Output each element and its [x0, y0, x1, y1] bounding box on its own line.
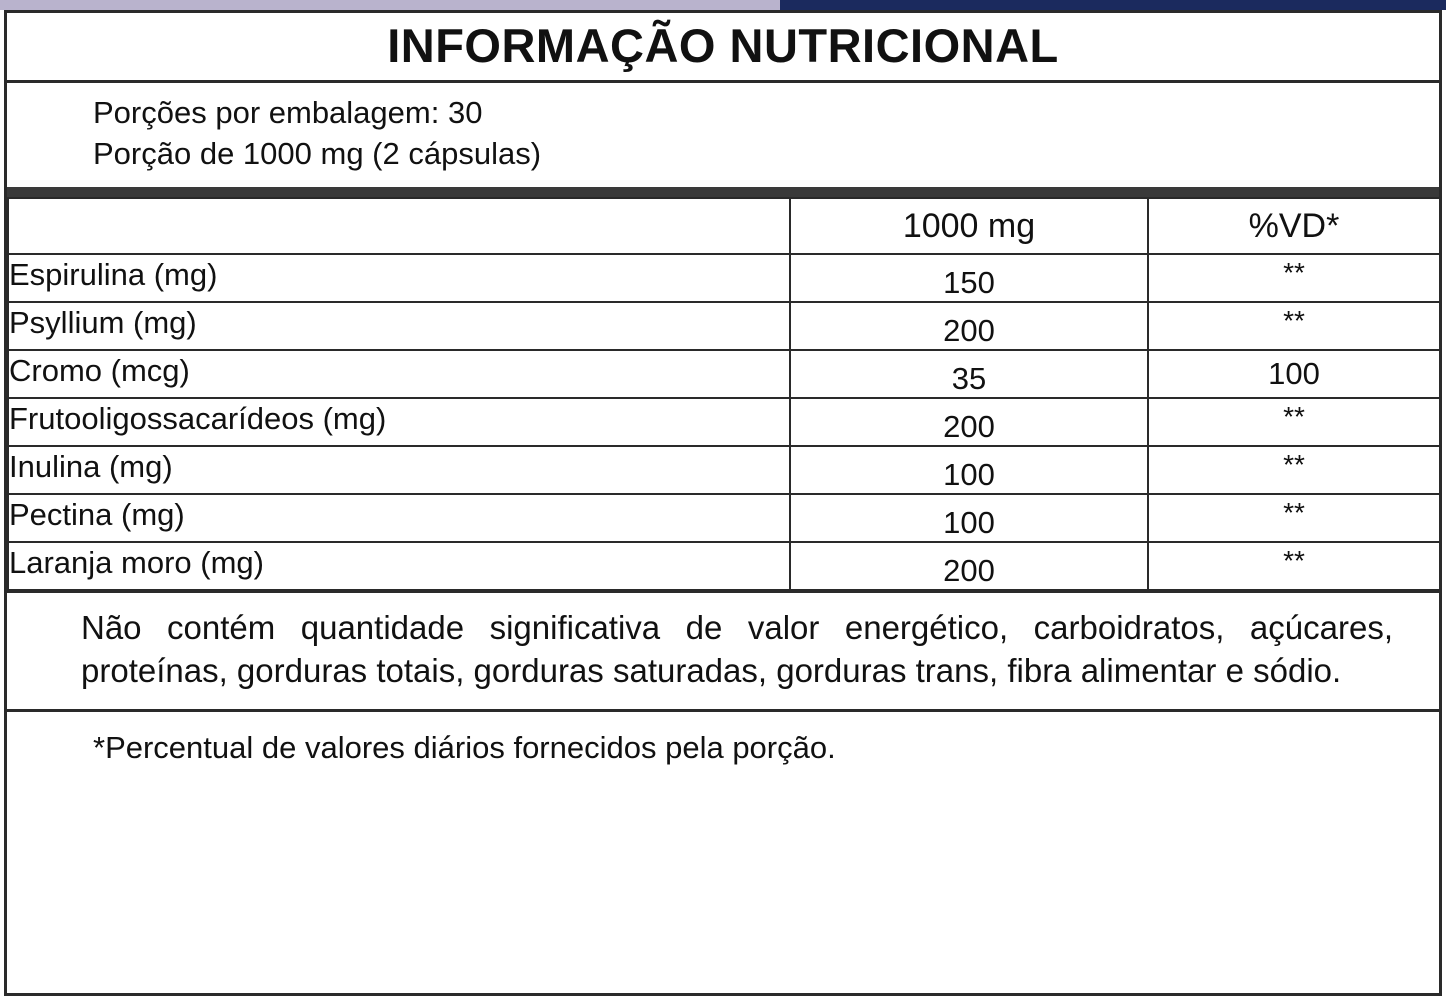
table-row — [8, 254, 1440, 302]
table-row — [8, 494, 1440, 542]
nutrient-amount: 200 — [790, 302, 1148, 350]
strip-left-lavender — [0, 0, 780, 10]
header-amount: 1000 mg — [790, 198, 1148, 254]
panel-title-row — [7, 13, 1439, 83]
nutrition-facts-panel — [4, 10, 1442, 996]
non-significant-amounts-note: Não contém quantidade significativa de valor energético, carboidratos, açúcares, proteínas, gorduras totais, gorduras saturadas, gorduras trans, fibra alimentar e sódio. — [7, 591, 1439, 712]
header-daily-value: %VD* — [1148, 198, 1440, 254]
strip-right-navy — [780, 0, 1446, 10]
nutrient-amount: 150 — [790, 254, 1148, 302]
page-title: INFORMAÇÃO NUTRICIONAL — [387, 19, 1059, 72]
table-row — [8, 350, 1440, 398]
table-row — [8, 446, 1440, 494]
nutrient-name: Pectina (mg) — [8, 490, 790, 538]
nutrient-name: Espirulina (mg) — [8, 250, 790, 298]
nutrient-name: Psyllium (mg) — [8, 298, 790, 346]
nutrient-name: Inulina (mg) — [8, 442, 790, 490]
table-header-row — [8, 198, 1440, 254]
nutrient-daily-value: 100 — [1148, 350, 1440, 398]
table-row — [8, 542, 1440, 590]
nutrient-daily-value: ** — [1148, 398, 1440, 446]
servings-per-package: Porções por embalagem: 30 — [93, 95, 483, 131]
header-nutrient-blank — [8, 198, 790, 254]
nutrient-amount: 100 — [790, 446, 1148, 494]
nutrient-daily-value: ** — [1148, 302, 1440, 350]
nutrient-name: Frutooligossacarídeos (mg) — [8, 394, 790, 442]
nutrient-amount: 100 — [790, 494, 1148, 542]
table-row — [8, 302, 1440, 350]
top-decorative-strip — [0, 0, 1446, 10]
table-row — [8, 398, 1440, 446]
serving-info-block — [7, 83, 1439, 197]
nutrient-daily-value: ** — [1148, 494, 1440, 542]
nutrient-daily-value: ** — [1148, 254, 1440, 302]
nutrient-daily-value: ** — [1148, 542, 1440, 590]
daily-value-footnote: *Percentual de valores diários fornecidos pela porção. — [93, 729, 836, 765]
nutrient-amount: 200 — [790, 542, 1148, 590]
nutrient-name: Laranja moro (mg) — [8, 538, 790, 586]
nutrient-name: Cromo (mcg) — [8, 346, 790, 394]
nutrient-amount: 35 — [790, 350, 1148, 398]
nutrient-amount: 200 — [790, 398, 1148, 446]
nutrient-daily-value: ** — [1148, 446, 1440, 494]
nutrition-table — [7, 197, 1441, 591]
serving-size: Porção de 1000 mg (2 cápsulas) — [93, 136, 542, 172]
